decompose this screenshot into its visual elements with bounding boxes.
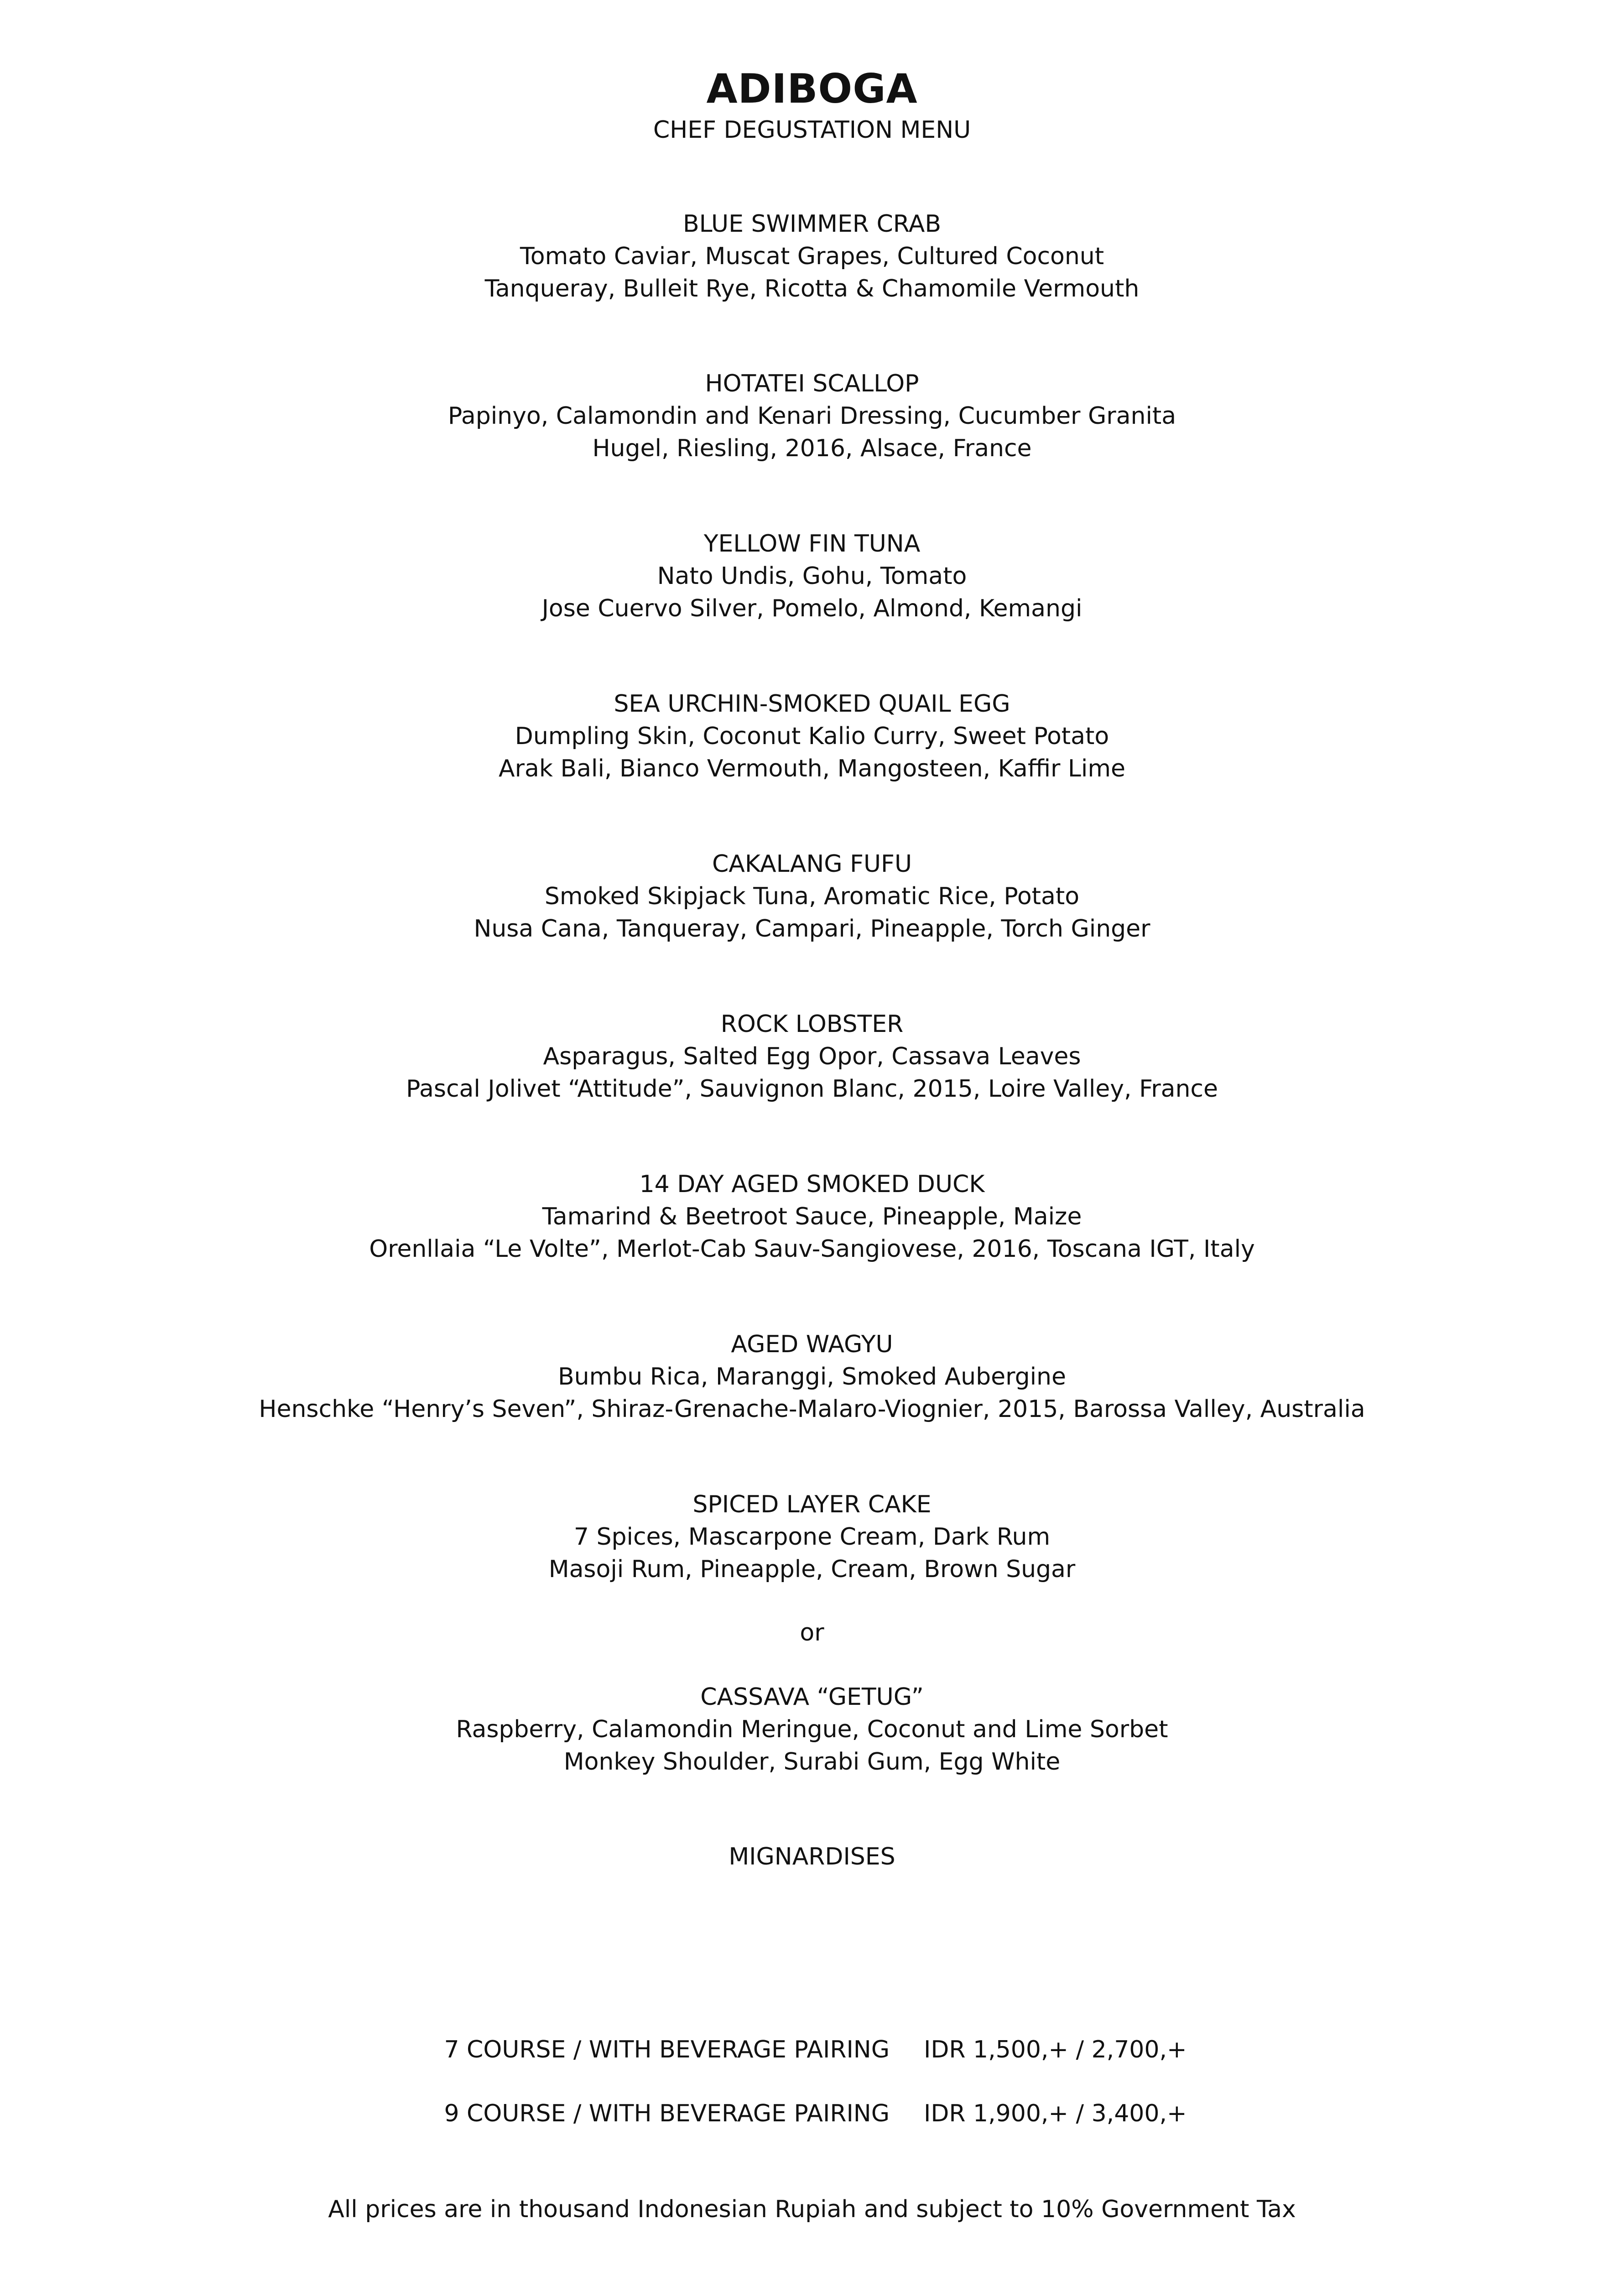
price-amount: IDR 1,500,+ / 2,700,+ bbox=[924, 2036, 1187, 2063]
mignardises: MIGNARDISES bbox=[729, 1843, 895, 1870]
course-name: YELLOW FIN TUNA bbox=[703, 530, 921, 557]
course-pairing: Pascal Jolivet “Attitude”, Sauvignon Blanc, 2015, Loire Valley, France bbox=[406, 1075, 1218, 1103]
menu-subtitle: CHEF DEGUSTATION MENU bbox=[653, 116, 971, 144]
course-pairing: Arak Bali, Bianco Vermouth, Mangosteen, Kaffir Lime bbox=[499, 755, 1125, 782]
course-name: SPICED LAYER CAKE bbox=[692, 1491, 932, 1518]
course-name: CASSAVA “GETUG” bbox=[700, 1683, 924, 1711]
course-name: BLUE SWIMMER CRAB bbox=[682, 210, 942, 238]
course-description: Smoked Skipjack Tuna, Aromatic Rice, Potato bbox=[544, 883, 1080, 910]
course-rock-lobster bbox=[0, 1008, 1624, 1105]
course-spiced-layer-cake bbox=[0, 1489, 1624, 1586]
course-description: Papinyo, Calamondin and Kenari Dressing, Cucumber Granita bbox=[448, 402, 1176, 430]
course-pairing: Hugel, Riesling, 2016, Alsace, France bbox=[592, 435, 1032, 462]
menu-header bbox=[0, 64, 1624, 146]
course-name: SEA URCHIN-SMOKED QUAIL EGG bbox=[614, 690, 1010, 718]
course-description: Tamarind & Beetroot Sauce, Pineapple, Maize bbox=[542, 1203, 1082, 1230]
price-label: 9 COURSE / WITH BEVERAGE PAIRING bbox=[444, 2100, 890, 2127]
course-pairing: Jose Cuervo Silver, Pomelo, Almond, Kemangi bbox=[541, 595, 1083, 622]
course-yellow-fin-tuna bbox=[0, 528, 1624, 625]
pricing-footnote: All prices are in thousand Indonesian Rupiah and subject to 10% Government Tax bbox=[328, 2196, 1296, 2223]
course-description: Bumbu Rica, Maranggi, Smoked Aubergine bbox=[558, 1363, 1066, 1390]
course-description: Dumpling Skin, Coconut Kalio Curry, Sweet Potato bbox=[515, 723, 1109, 750]
price-amount: IDR 1,900,+ / 3,400,+ bbox=[924, 2100, 1187, 2127]
course-aged-smoked-duck bbox=[0, 1168, 1624, 1265]
course-sea-urchin-smoked-quail-egg bbox=[0, 688, 1624, 785]
course-name: ROCK LOBSTER bbox=[720, 1010, 904, 1038]
course-blue-swimmer-crab bbox=[0, 208, 1624, 305]
course-pairing: Henschke “Henry’s Seven”, Shiraz-Grenache-Malaro-Viognier, 2015, Barossa Valley, Australia bbox=[259, 1396, 1365, 1423]
course-pairing: Monkey Shoulder, Surabi Gum, Egg White bbox=[563, 1748, 1061, 1776]
course-description: Raspberry, Calamondin Meringue, Coconut and Lime Sorbet bbox=[456, 1716, 1168, 1743]
course-pairing: Masoji Rum, Pineapple, Cream, Brown Sugar bbox=[548, 1556, 1076, 1583]
course-pairing: Tanqueray, Bulleit Rye, Ricotta & Chamomile Vermouth bbox=[484, 275, 1140, 302]
course-cakalang-fufu bbox=[0, 848, 1624, 945]
course-name: CAKALANG FUFU bbox=[712, 850, 912, 878]
course-description: Tomato Caviar, Muscat Grapes, Cultured Coconut bbox=[520, 243, 1104, 270]
course-name: 14 DAY AGED SMOKED DUCK bbox=[639, 1171, 985, 1198]
dessert-separator: or bbox=[800, 1619, 824, 1646]
course-name: HOTATEI SCALLOP bbox=[705, 370, 919, 397]
course-aged-wagyu bbox=[0, 1328, 1624, 1426]
course-description: Asparagus, Salted Egg Opor, Cassava Leaves bbox=[543, 1043, 1081, 1070]
course-cassava-getug bbox=[0, 1681, 1624, 1778]
course-description: Nato Undis, Gohu, Tomato bbox=[657, 562, 967, 590]
course-name: AGED WAGYU bbox=[731, 1331, 893, 1358]
course-pairing: Nusa Cana, Tanqueray, Campari, Pineapple, Torch Ginger bbox=[474, 915, 1150, 943]
price-label: 7 COURSE / WITH BEVERAGE PAIRING bbox=[444, 2036, 890, 2063]
course-pairing: Orenllaia “Le Volte”, Merlot-Cab Sauv-Sangiovese, 2016, Toscana IGT, Italy bbox=[369, 1235, 1255, 1263]
course-hotatei-scallop bbox=[0, 368, 1624, 465]
restaurant-title: ADIBOGA bbox=[706, 65, 918, 112]
course-description: 7 Spices, Mascarpone Cream, Dark Rum bbox=[573, 1523, 1051, 1551]
